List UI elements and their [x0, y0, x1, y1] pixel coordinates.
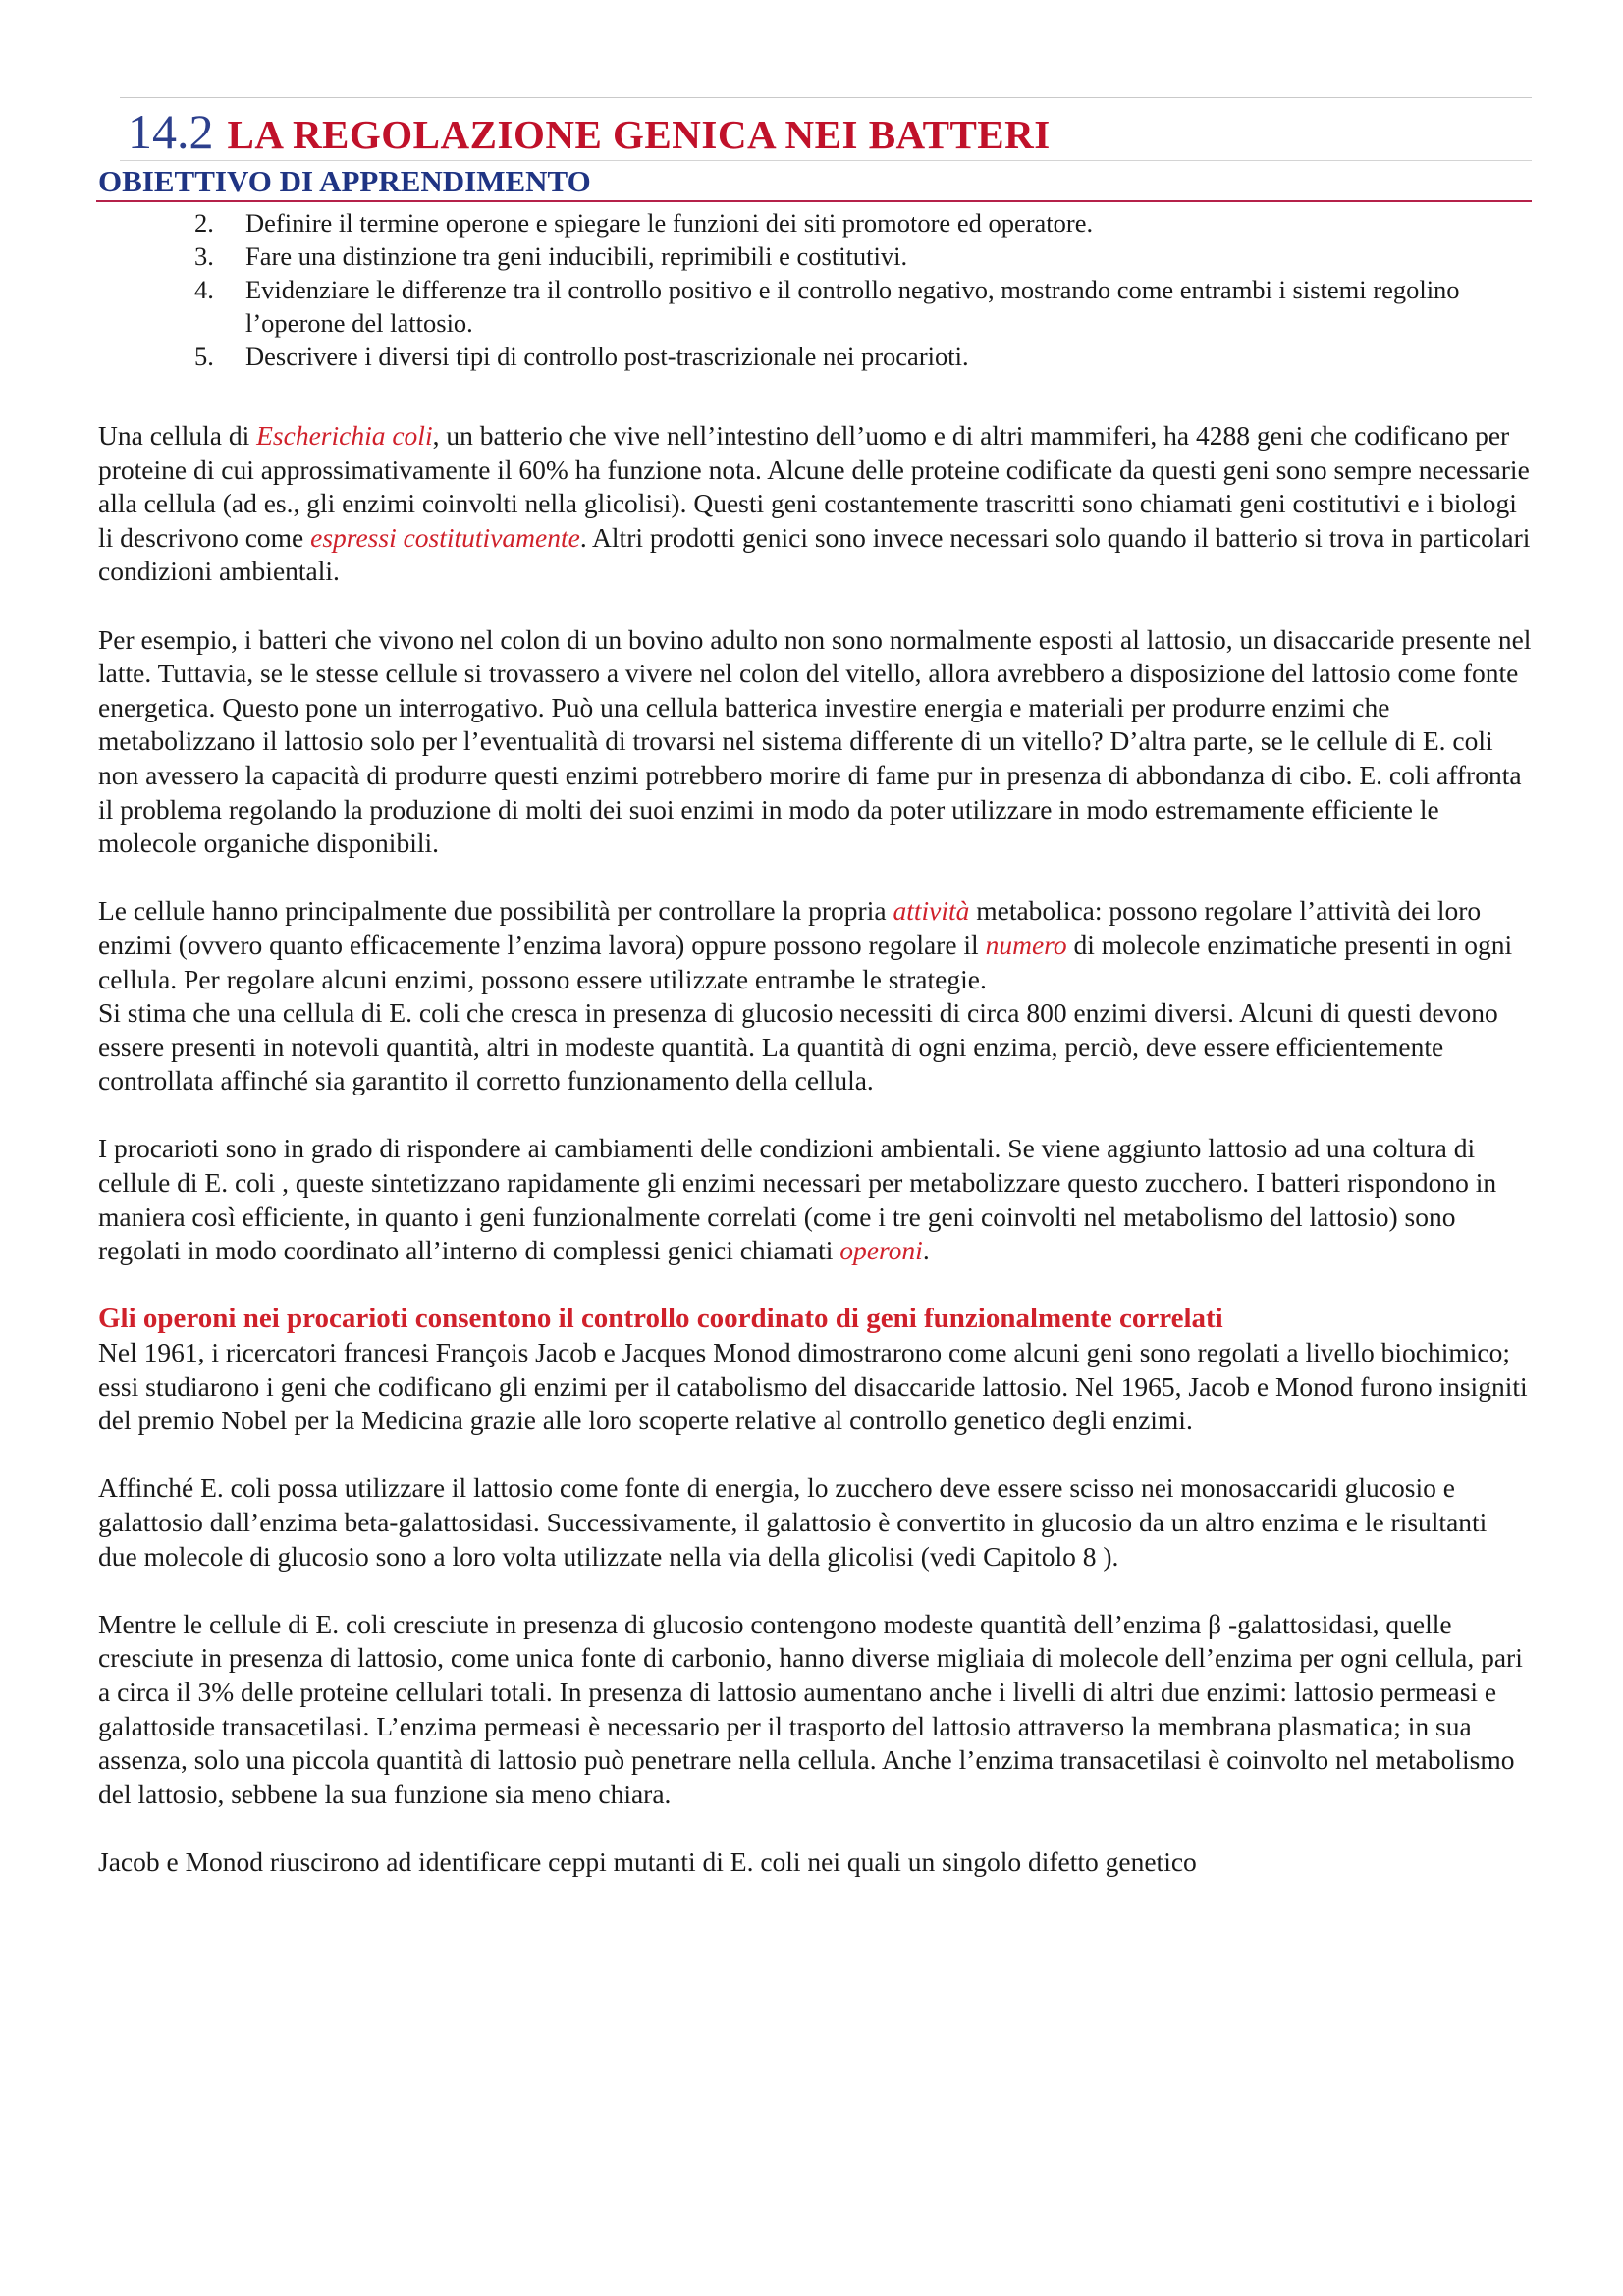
paragraph-enzyme-count: Si stima che una cellula di E. coli che cresca in presenza di glucosio necessiti di circa 800 enzimi diversi. Alcuni di questi devono essere presenti in notevoli quantità, altri in modeste quantità. La quantità di ogni enzima, perciò, deve essere efficientemente controllata affinché sia garantito il corretto funzionamento della cellula. [98, 997, 1498, 1096]
section-heading-operons: Gli operoni nei procarioti consentono il controllo coordinato di geni funzionalmente correlati [98, 1303, 1223, 1335]
body-text [98, 419, 1532, 1880]
text-run: metabolica: possono regolare l’attività dei loro enzimi (ovvero quanto efficacemente l’enzima lavora) oppure possono regolare il [98, 895, 1482, 960]
section-number: 14.2 [128, 104, 214, 159]
paragraph-control-strategies [98, 894, 1532, 996]
objective-text: Definire il termine operone e spiegare le funzioni dei siti promotore ed operatore. [245, 208, 1094, 238]
text-run: Una cellula di [98, 420, 257, 451]
subtitle-rule [96, 200, 1532, 202]
text-run: I procarioti sono in grado di rispondere ai cambiamenti delle condizioni ambientali. Se viene aggiunto lattosio ad una coltura di cellule di E. coli , queste sintetizzano rapidamente gli enzimi necessari per metabolizzare questo zucchero. I batteri rispondono in maniera così efficiente, in quanto i geni funzionalmente correlati (come i tre geni coinvolti nel metabolismo del lattosio) sono regolati in modo coordinato all’interno di complessi genici chiamati [98, 1133, 1497, 1266]
title-rule [120, 160, 1532, 161]
objective-number: 2. [194, 208, 214, 238]
highlight-attivita: attività [893, 895, 970, 927]
objectives-list [194, 206, 1542, 373]
objective-number: 5. [194, 342, 214, 371]
highlight-escherichia-coli: Escherichia coli [256, 420, 433, 451]
text-run: di molecole enzimatiche presenti in ogni cellula. Per regolare alcuni enzimi, possono essere utilizzate entrambe le strategie. [98, 929, 1513, 994]
objective-number: 3. [194, 241, 214, 271]
highlight-espressi-costitutivamente: espressi costitutivamente [310, 521, 580, 553]
text-run: Le cellule hanno principalmente due possibilità per controllare la propria [98, 895, 893, 927]
paragraph-jacob-monod: Nel 1961, i ricercatori francesi François Jacob e Jacques Monod dimostrarono come alcuni geni sono regolati a livello biochimico; essi studiarono i geni che codificano gli enzimi per il catabolismo del disaccaride lattosio. Nel 1965, Jacob e Monod furono insigniti del premio Nobel per la Medicina grazie alle loro scoperte relative al controllo genetico degli enzimi. [98, 1337, 1528, 1436]
text-run: , un batterio che vive nell’intestino dell’uomo e di altri mammiferi, ha 4288 geni che codificano per proteine di cui approssimativamente il 60% ha funzione nota. Alcune delle proteine codificate da questi geni sono sempre necessarie alla cellula (ad es., gli enzimi coinvolti nella glicolisi). Questi geni costantemente trascritti sono chiamati geni costitutivi e i biologi li descrivono come [98, 420, 1530, 553]
paragraph-lactose-example: Per esempio, i batteri che vivono nel colon di un bovino adulto non sono normalmente esposti al lattosio, un disaccaride presente nel latte. Tuttavia, se le stesse cellule si trovassero a vivere nel colon del vitello, allora avrebbero a disposizione del lattosio come fonte energetica. Questo pone un interrogativo. Può una cellula batterica investire energia e materiali per produrre enzimi che metabolizzano il lattosio solo per l’eventualità di trovarsi nel sistema differente di un vitello? D’altra parte, se le cellule di E. coli non avessero la capacità di produrre questi enzimi potrebbero morire di fame pur in presenza di abbondanza di cibo. E. coli affronta il problema regolando la produzione di molti dei suoi enzimi in modo da poter utilizzare in modo estremamente efficiente le molecole organiche disponibili. [98, 623, 1532, 859]
objective-item [194, 206, 1542, 240]
paragraph-beta-galactosidase: Affinché E. coli possa utilizzare il lattosio come fonte di energia, lo zucchero deve essere scisso nei monosaccaridi glucosio e galattosio dall’enzima beta-galattosidasi. Successivamente, il galattosio è convertito in glucosio da un altro enzima e le risultanti due molecole di glucosio sono a loro volta utilizzate nella via della glicolisi (vedi Capitolo 8 ). [98, 1472, 1488, 1572]
objective-text: Descrivere i diversi tipi di controllo post-trascrizionale nei procarioti. [245, 342, 969, 371]
objective-text: Evidenziare le differenze tra il controllo positivo e il controllo negativo, mostrando come entrambi i sistemi regolino l’operone del lattosio. [245, 275, 1460, 338]
text-run: . [922, 1235, 930, 1266]
objective-item [194, 273, 1542, 340]
top-rule [120, 97, 1532, 98]
objective-number: 4. [194, 275, 214, 304]
paragraph-operons [98, 1132, 1532, 1267]
text-run: . Altri prodotti genici sono invece necessari solo quando il batterio si trova in particolari condizioni ambientali. [98, 521, 1531, 587]
objective-text: Fare una distinzione tra geni inducibili, reprimibili e costitutivi. [245, 241, 908, 271]
objective-item [194, 240, 1542, 273]
learning-objective-heading: OBIETTIVO DI APPRENDIMENTO [98, 164, 591, 198]
objective-item [194, 340, 1542, 373]
paragraph-mutant-strains: Jacob e Monod riuscirono ad identificare ceppi mutanti di E. coli nei quali un singolo difetto genetico [98, 1845, 1197, 1877]
highlight-operoni: operoni [839, 1235, 923, 1266]
highlight-numero: numero [985, 929, 1067, 960]
section-title-text: LA REGOLAZIONE GENICA NEI BATTERI [227, 112, 1051, 157]
paragraph-enzyme-levels: Mentre le cellule di E. coli cresciute in presenza di glucosio contengono modeste quantità dell’enzima β -galattosidasi, quelle cresciute in presenza di lattosio, come unica fonte di carbonio, hanno diverse migliaia di molecole dell’enzima per ogni cellula, pari a circa il 3% delle proteine cellulari totali. In presenza di lattosio aumentano anche i livelli di altri due enzimi: lattosio permeasi e galattoside transacetilasi. L’enzima permeasi è necessario per il trasporto del lattosio attraverso la membrana plasmatica; in sua assenza, solo una piccola quantità di lattosio può penetrare nella cellula. Anche l’enzima transacetilasi è coinvolto nel metabolismo del lattosio, sebbene la sua funzione sia meno chiara. [98, 1608, 1523, 1809]
paragraph-ecoli-genes [98, 419, 1532, 589]
